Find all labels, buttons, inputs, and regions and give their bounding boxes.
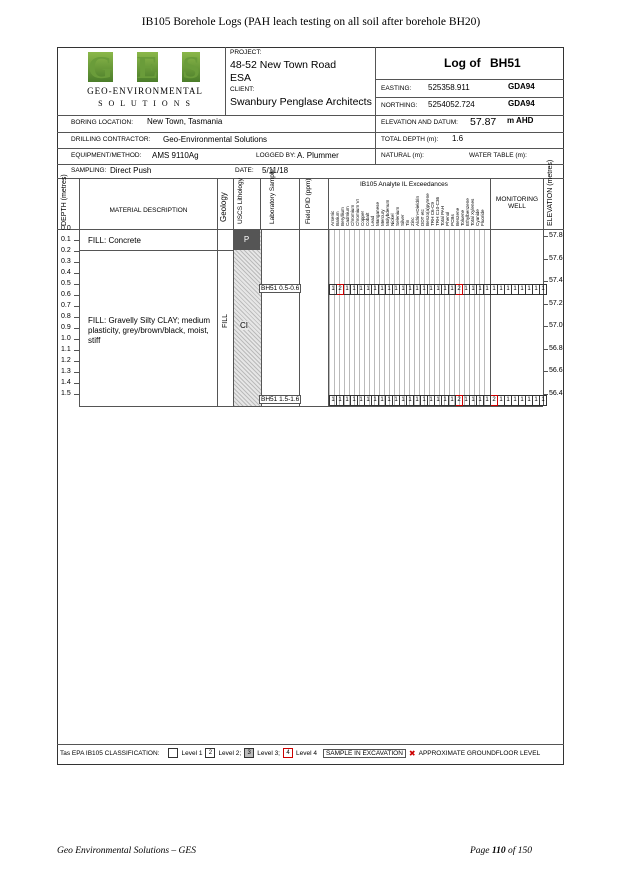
exceedance-cell: 1 xyxy=(463,395,470,406)
legend-sample: SAMPLE IN EXCAVATION xyxy=(323,749,406,758)
exceedance-row-2 xyxy=(329,395,547,406)
analyte-name: Arsenic xyxy=(330,210,335,226)
elevation-tick: 57.6 xyxy=(549,254,563,262)
elevation-tick: 57.4 xyxy=(549,277,563,284)
exceedance-cell: 1 xyxy=(365,395,372,406)
water-table-label: WATER TABLE (m): xyxy=(469,152,527,159)
monitoring-well-header: MONITORING WELL xyxy=(495,196,539,210)
equipment-label: EQUIPMENT/METHOD: xyxy=(71,152,142,159)
exceedance-cell: 1 xyxy=(449,284,456,295)
analyte-name: Tin xyxy=(405,219,410,226)
exceedance-cell: 1 xyxy=(400,395,407,406)
legend-groundfloor: APPROXIMATE GROUNDFLOOR LEVEL xyxy=(418,749,541,757)
depth-tick: 1.1 xyxy=(61,346,71,353)
exceedance-cell: 1 xyxy=(435,284,442,295)
exceedance-cell: 1 xyxy=(414,395,421,406)
depth-tick: 0.2 xyxy=(61,247,71,254)
client-name: Swanbury Penglase Architects xyxy=(230,96,372,108)
exceedance-cell: 1 xyxy=(477,395,484,406)
analyte-name: Cobalt xyxy=(365,212,370,226)
analyte-column-title: IB105 Analyte IL Exceedances xyxy=(360,181,448,188)
exceedance-cell: 1 xyxy=(498,284,505,295)
depth-tick: 1.5 xyxy=(61,390,71,397)
legend-level1-box xyxy=(168,748,178,758)
uscs-concrete-symbol: P xyxy=(233,230,260,250)
analyte-name: Benzene xyxy=(455,207,460,226)
groundfloor-marker-icon: ✖ xyxy=(408,748,416,758)
legend-classification: Tas EPA IB105 CLASSIFICATION: xyxy=(60,749,160,757)
exceedance-cell: 1 xyxy=(540,284,547,295)
footer-page-number xyxy=(470,846,532,856)
exceedance-cell: 1 xyxy=(526,284,533,295)
analyte-name: Mercury xyxy=(380,209,385,226)
log-title: Log of xyxy=(444,56,481,70)
depth-tick: 0.8 xyxy=(61,313,71,320)
exceedance-cell: 1 xyxy=(526,395,533,406)
exceedance-cell: 1 xyxy=(386,284,393,295)
analyte-name: Ethylbenzene xyxy=(465,198,470,226)
elevation-tick: 56.4 xyxy=(549,389,563,397)
exceedance-cell: 1 xyxy=(463,284,470,295)
legend-level4-box: 4 xyxy=(283,748,293,758)
material-column-header: MATERIAL DESCRIPTION xyxy=(109,207,188,214)
exceedance-cell: 1 xyxy=(329,395,337,406)
depth-tick: 1.2 xyxy=(61,357,71,364)
exceedance-cell: 2 xyxy=(456,395,463,406)
exceedance-cell: 1 xyxy=(470,284,477,295)
exceedance-cell: 1 xyxy=(470,395,477,406)
total-depth-label: TOTAL DEPTH (m): xyxy=(381,136,439,143)
analyte-name: Phenol xyxy=(445,211,450,226)
footer-page-total: of 150 xyxy=(508,846,533,856)
depth-tick: 0.4 xyxy=(61,269,71,276)
analyte-name: Total PAH xyxy=(440,205,445,226)
exceedance-cell: 1 xyxy=(428,395,435,406)
exceedance-cell: 1 xyxy=(505,395,512,406)
drilling-contractor-value: Geo-Environmental Solutions xyxy=(163,135,268,144)
legend-level3-box: 3 xyxy=(244,748,254,758)
elevation-tick: 57.8 xyxy=(549,232,563,239)
exceedance-row-1 xyxy=(329,284,547,295)
elevation-tick: 57.2 xyxy=(549,299,563,307)
easting-datum: GDA94 xyxy=(508,82,535,91)
legend-level1: Level 1 xyxy=(181,749,203,757)
legend-level2: Level 2; xyxy=(218,749,242,757)
lab-sample-2: BH51 1.5-1.6 xyxy=(261,396,300,403)
logo-line1: GEO-ENVIRONMENTAL xyxy=(87,86,203,96)
easting-label: EASTING: xyxy=(381,85,412,92)
uscs-clay-symbol: CI xyxy=(240,321,248,330)
exceedance-cell: 1 xyxy=(512,395,519,406)
analyte-name: Fluoride xyxy=(480,209,485,226)
project-line2: ESA xyxy=(230,72,252,84)
exceedance-cell: 1 xyxy=(519,284,526,295)
lab-column-header: Laboratory Sample xyxy=(269,169,276,224)
ges-logo xyxy=(88,49,200,85)
exceedance-cell: 1 xyxy=(358,395,365,406)
uscs-lithology-plot xyxy=(233,230,262,406)
exceedance-cell: 1 xyxy=(365,284,372,295)
geology-fill-label: FILL xyxy=(222,313,229,328)
analyte-name: Cadmium xyxy=(345,206,350,226)
exceedance-cell: 1 xyxy=(512,284,519,295)
exceedance-cell: 1 xyxy=(421,395,428,406)
analyte-name: Barium xyxy=(335,211,340,226)
total-depth-value: 1.6 xyxy=(452,134,464,143)
exceedance-cell: 2 xyxy=(456,284,463,295)
analyte-name: Toluene xyxy=(460,209,465,226)
analyte-name: Cyanide xyxy=(475,209,480,226)
project-label: PROJECT: xyxy=(230,49,262,56)
exceedance-cell: 1 xyxy=(351,395,358,406)
northing-datum: GDA94 xyxy=(508,99,535,108)
exceedance-cell: 1 xyxy=(386,395,393,406)
elevation-unit: m AHD xyxy=(507,116,534,125)
exceedance-cell: 2 xyxy=(337,284,344,295)
footer-page-current: 110 xyxy=(491,846,506,856)
footer-page-prefix: Page xyxy=(470,846,490,856)
log-id: BH51 xyxy=(490,56,521,70)
exceedance-cell: 1 xyxy=(372,395,379,406)
exceedance-cell: 1 xyxy=(505,284,512,295)
exceedance-cell: 1 xyxy=(519,395,526,406)
exceedance-cell: 1 xyxy=(484,284,491,295)
analyte-name: PCBs xyxy=(450,214,455,226)
exceedance-cell: 1 xyxy=(491,284,498,295)
exceedance-cell: 1 xyxy=(477,284,484,295)
exceedance-cell: 1 xyxy=(329,284,337,295)
legend-level4: Level 4 xyxy=(296,749,317,757)
exceedance-cell: 1 xyxy=(379,284,386,295)
drilling-contractor-label: DRILLING CONTRACTOR: xyxy=(71,136,151,143)
boring-location-label: BORING LOCATION: xyxy=(71,119,133,126)
northing-value: 5254052.724 xyxy=(428,100,475,109)
exceedance-cell: 1 xyxy=(372,284,379,295)
analyte-name: Aldrin+Dieldrin xyxy=(415,195,420,226)
legend-level3: Level 3; xyxy=(257,749,280,757)
exceedance-cell: 1 xyxy=(540,395,547,406)
boring-location-value: New Town, Tasmania xyxy=(147,117,223,126)
exceedance-cell: 2 xyxy=(491,395,498,406)
pid-column-header: Field PID (ppm) xyxy=(305,178,312,224)
elevation-tick: 56.8 xyxy=(549,344,563,352)
analyte-name: Silver xyxy=(400,214,405,226)
analyte-name: Nickel xyxy=(390,213,395,226)
analyte-name: Copper xyxy=(360,210,365,226)
natural-label: NATURAL (m): xyxy=(381,152,424,159)
analyte-name: Chromium xyxy=(350,204,355,226)
layer-description-clay-line1: FILL: Gravelly Silty CLAY; medium xyxy=(88,316,211,325)
client-label: CLIENT: xyxy=(230,86,255,93)
exceedance-cell: 1 xyxy=(393,395,400,406)
legend-level2-box: 2 xyxy=(205,748,215,758)
exceedance-cell: 1 xyxy=(351,284,358,295)
easting-value: 525358.911 xyxy=(428,83,470,92)
exceedance-cell: 1 xyxy=(442,395,449,406)
exceedance-cell: 1 xyxy=(498,395,505,406)
analyte-name: Lead xyxy=(370,215,375,226)
exceedance-cell: 1 xyxy=(379,395,386,406)
depth-tick: 0.0 xyxy=(61,225,71,232)
analyte-name: Total Xylenes xyxy=(470,198,475,226)
exceedance-cell: 1 xyxy=(414,284,421,295)
elevation-value: 57.87 xyxy=(470,116,497,128)
elevation-label: ELEVATION AND DATUM: xyxy=(381,119,458,126)
exceedance-cell: 1 xyxy=(533,284,540,295)
exceedance-cell: 1 xyxy=(533,395,540,406)
date-label: DATE: xyxy=(235,167,254,174)
depth-tick: 0.3 xyxy=(61,258,71,265)
layer-description-clay-line2: plasticity, grey/brown/black, moist, xyxy=(88,326,209,335)
exceedance-cell: 1 xyxy=(337,395,344,406)
analyte-name: Chromium VI xyxy=(355,199,360,226)
exceedance-cell: 1 xyxy=(435,395,442,406)
depth-tick: 1.3 xyxy=(61,368,71,375)
exceedance-cell: 1 xyxy=(393,284,400,295)
footer-company: Geo Environmental Solutions – GES xyxy=(57,846,196,856)
elevation-column-header: ELEVATION (metres) xyxy=(547,159,554,226)
logo-letter-s: S xyxy=(182,49,200,85)
sampling-value: Direct Push xyxy=(110,166,152,175)
layer-description-clay xyxy=(88,316,210,346)
analyte-name: TRH C6-C9 xyxy=(430,202,435,226)
depth-tick: 0.9 xyxy=(61,324,71,331)
depth-tick: 1.0 xyxy=(61,335,71,342)
northing-label: NORTHING: xyxy=(381,102,418,109)
exceedance-cell: 1 xyxy=(449,395,456,406)
depth-tick: 0.5 xyxy=(61,280,71,287)
exceedance-cell: 1 xyxy=(442,284,449,295)
date-value: 5/11/18 xyxy=(262,166,289,175)
analyte-name: Zinc xyxy=(410,217,415,226)
logged-by-value: A. Plummer xyxy=(297,151,339,160)
analyte-name: DDT etc xyxy=(420,209,425,226)
layer-description-clay-line3: stiff xyxy=(88,336,101,345)
layer-description-concrete: FILL: Concrete xyxy=(88,236,141,245)
sampling-label: SAMPLING: xyxy=(71,167,107,174)
exceedance-cell: 1 xyxy=(428,284,435,295)
logo-line2: S O L U T I O N S xyxy=(98,99,192,108)
legend xyxy=(60,748,540,758)
depth-tick: 0.1 xyxy=(61,236,71,243)
exceedance-cell: 1 xyxy=(344,395,351,406)
depth-tick: 0.7 xyxy=(61,302,71,309)
logo-letter-g: G xyxy=(88,49,113,85)
analyte-name: Benzo(a)pyrene xyxy=(425,193,430,226)
analyte-name: Beryllium xyxy=(340,207,345,226)
analyte-name: TRH C10-C36 xyxy=(435,196,440,226)
geology-column-header: Geology xyxy=(219,192,228,222)
uscs-column-header: USCS Lithology xyxy=(237,178,244,224)
equipment-value: AMS 9110Ag xyxy=(152,151,199,160)
exceedance-cell: 1 xyxy=(400,284,407,295)
elevation-tick: 56.6 xyxy=(549,367,563,374)
depth-tick: 1.4 xyxy=(61,379,71,386)
project-line1: 48-52 New Town Road xyxy=(230,59,337,71)
exceedance-cell: 1 xyxy=(344,284,351,295)
exceedance-cell: 1 xyxy=(484,395,491,406)
elevation-tick: 57.0 xyxy=(549,322,563,329)
logged-by-label: LOGGED BY: xyxy=(256,152,296,159)
analyte-name: Selenium xyxy=(395,206,400,226)
analyte-name: Molybdenum xyxy=(385,199,390,226)
logo-letter-e: E xyxy=(136,49,159,85)
exceedance-cell: 1 xyxy=(358,284,365,295)
analyte-name: Manganese xyxy=(375,201,380,226)
exceedance-cell: 1 xyxy=(407,284,414,295)
lab-sample-1: BH51 0.5-0.6 xyxy=(261,285,300,292)
exceedance-cell: 1 xyxy=(407,395,414,406)
depth-tick: 0.6 xyxy=(61,291,71,298)
depth-column-header: DEPTH (metres) xyxy=(61,174,68,226)
page-title: IB105 Borehole Logs (PAH leach testing on all soil after borehole BH20) xyxy=(141,16,481,28)
exceedance-cell: 1 xyxy=(421,284,428,295)
